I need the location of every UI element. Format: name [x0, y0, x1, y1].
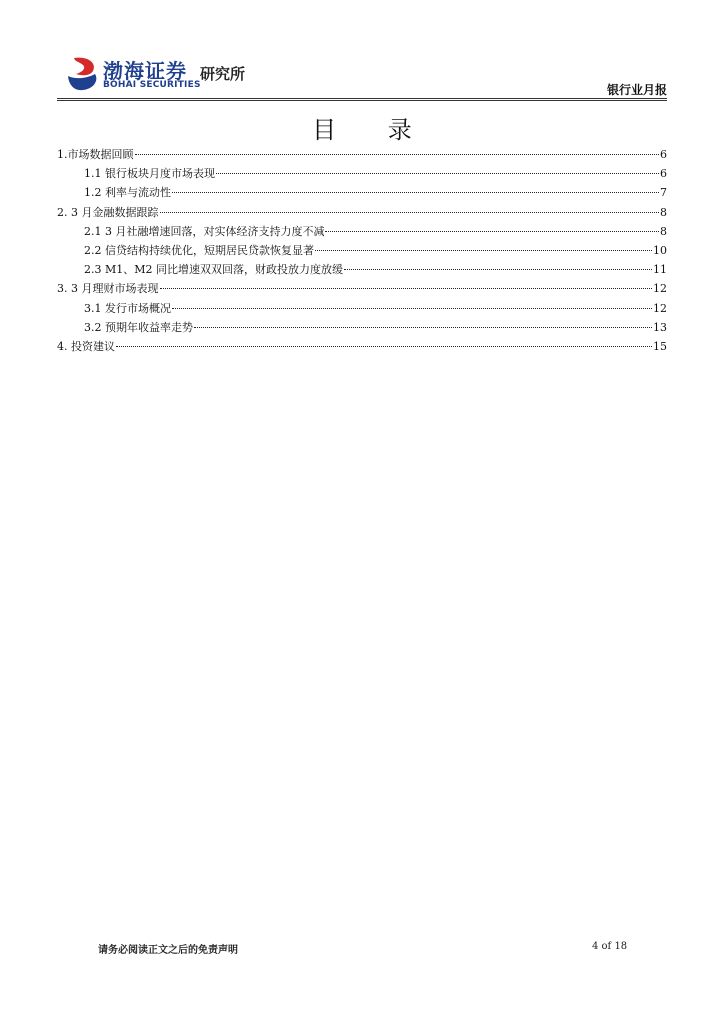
header-divider-secondary — [57, 100, 667, 101]
toc-entry-title: 1.1 银行板块月度市场表现 — [84, 167, 215, 181]
toc-entry-page: 12 — [653, 282, 667, 296]
toc-title: 目 录 — [312, 116, 434, 144]
toc-entry[interactable] — [57, 280, 667, 299]
toc-entry-page: 15 — [653, 339, 667, 353]
toc-leader-dots — [194, 327, 652, 328]
toc-entry-title: 3. 3 月理财市场表现 — [57, 282, 159, 296]
toc-leader-dots — [325, 231, 659, 232]
toc-entry-page: 12 — [653, 301, 667, 315]
toc-leader-dots — [135, 154, 660, 155]
toc-entry-title: 1.2 利率与流动性 — [84, 186, 171, 200]
toc-entry-page: 7 — [660, 186, 667, 200]
toc-entry-page: 6 — [660, 167, 667, 181]
toc-entry-title: 4. 投资建议 — [57, 339, 115, 353]
institute-label: 研究所 — [200, 65, 246, 83]
table-of-contents — [57, 146, 667, 357]
toc-entry[interactable] — [57, 146, 667, 165]
toc-entry-page: 8 — [660, 224, 667, 238]
toc-entry-title: 3.1 发行市场概况 — [84, 301, 171, 315]
toc-entry[interactable] — [57, 300, 667, 319]
toc-entry-page: 11 — [653, 263, 667, 277]
toc-entry-title: 1.市场数据回顾 — [57, 148, 134, 161]
toc-entry-title: 2.2 信贷结构持续优化，短期居民贷款恢复显著 — [84, 243, 314, 257]
bohai-logo-icon — [66, 56, 100, 92]
toc-leader-dots — [116, 346, 652, 347]
toc-entry[interactable] — [57, 165, 667, 184]
toc-leader-dots — [160, 212, 660, 213]
toc-entry-page: 13 — [653, 320, 667, 334]
footer-disclaimer: 请务必阅读正文之后的免责声明 — [98, 945, 238, 956]
toc-leader-dots — [172, 192, 659, 193]
toc-entry[interactable] — [57, 223, 667, 242]
toc-entry[interactable] — [57, 184, 667, 203]
toc-entry-title: 2.3 M1、M2 同比增速双双回落，财政投放力度放缓 — [84, 263, 344, 277]
toc-leader-dots — [160, 288, 653, 289]
toc-entry[interactable] — [57, 242, 667, 261]
toc-entry-title: 3.2 预期年收益率走势 — [84, 320, 193, 334]
toc-entry[interactable] — [57, 261, 667, 280]
toc-entry-page: 10 — [653, 243, 667, 257]
toc-leader-dots — [172, 308, 652, 309]
page-header — [0, 0, 724, 100]
toc-entry-page: 8 — [660, 205, 667, 219]
toc-entry-page: 6 — [660, 148, 667, 161]
logo-english-name: BOHAI SECURITIES — [103, 80, 201, 90]
toc-leader-dots — [315, 250, 652, 251]
toc-entry[interactable] — [57, 319, 667, 338]
toc-leader-dots — [216, 173, 659, 174]
logo-chinese-name: 渤海证券 — [103, 59, 187, 83]
toc-entry-title: 2.1 3 月社融增速回落，对实体经济支持力度不减 — [84, 224, 325, 238]
toc-entry-title: 2. 3 月金融数据跟踪 — [57, 205, 159, 219]
toc-entry[interactable] — [57, 338, 667, 357]
footer-page-number: 4 of 18 — [592, 941, 628, 952]
report-type-label: 银行业月报 — [606, 83, 667, 97]
header-divider — [57, 98, 667, 99]
toc-entry[interactable] — [57, 204, 667, 223]
toc-leader-dots — [344, 269, 652, 270]
